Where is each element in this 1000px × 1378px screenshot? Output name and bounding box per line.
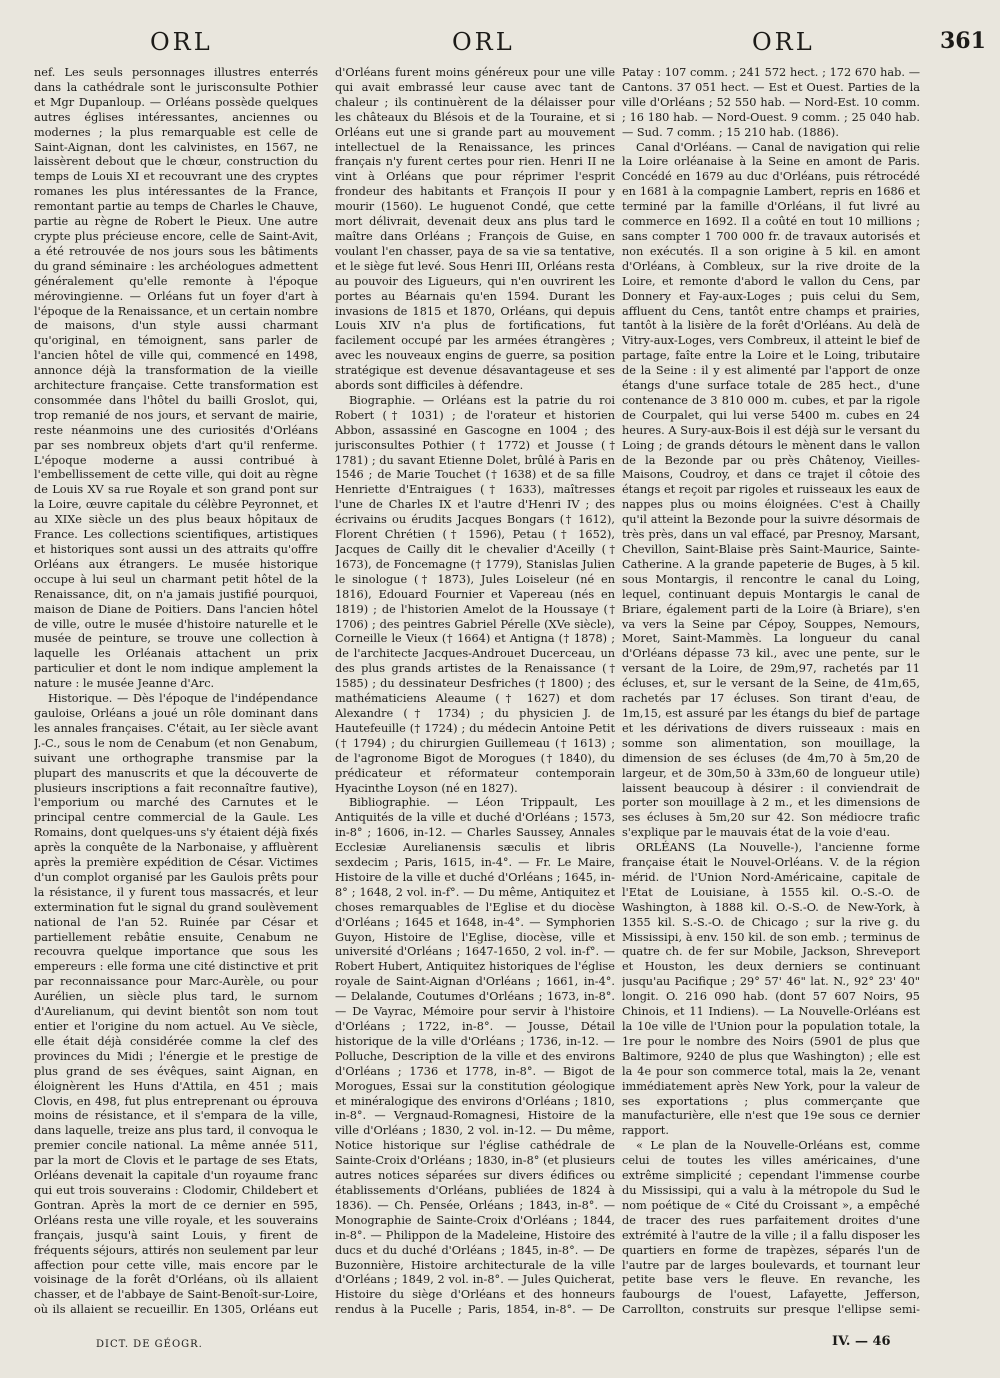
footer-signature: DICT. DE GÉOGR.: [96, 1339, 203, 1350]
paragraph: d'Orléans furent moins généreux pour une ville qui avait embrassé leur cause avec tant de chaleur ; ils continuèrent de la délaisser pour les châteaux du Blésois et de la Touraine, et si Orléans eut une si grande part au mouvement intellectuel de la Renaissance, les princes français n'y furent certes pour rien. Henri II ne vint à Orléans que pour réprimer l'esprit frondeur des habitants et François II pour y mourir (1560). Le huguenot Condé, que cette mort délivrait, devenait deux ans plus tard le maître dans Orléans ; François de Guise, en voulant l'en chasser, paya de sa vie sa tentative, et le siège fut levé. Sous Henri III, Orléans resta au pouvoir des Ligueurs, qui n'en ouvrirent les portes au Béarnais qu'en 1594. Durant les invasions de 1815 et 1870, Orléans, qui depuis Louis XIV n'a plus de fortifications, fut facilement occupé par les armées étrangères ; avec les nouveaux engins de guerre, sa position stratégique est devenue désavantageuse et ses abords sont difficiles à défendre.: [335, 66, 615, 393]
header-word-right: ORL: [752, 28, 815, 56]
paragraph-biographie: Biographie. — Orléans est la patrie du roi Robert († 1031) ; de l'orateur et historien Abbon, assassiné en Gascogne en 1004 ; des jurisconsultes Pothier († 1772) et Jousse († 1781) ; du savant Etienne Dolet, brûlé à Paris en 1546 ; de Marie Touchet († 1638) et de sa fille Henriette d'Entraigues († 1633), maîtresses l'une de Charles IX et l'autre d'Henri IV ; des écrivains ou érudits Jacques Bongars († 1612), Florent Chrétien († 1596), Petau († 1652), Jacques de Cailly dit le chevalier d'Aceilly († 1673), de Foncemagne († 1779), Stanislas Julien le sinologue († 1873), Jules Loiseleur (né en 1816), Edouard Fournier et Vapereau (nés en 1819) ; de l'historien Amelot de la Houssaye († 1706) ; des peintres Gabriel Pérelle (XVe siècle), Corneille le Vieux († 1664) et Antigna († 1878) ; de l'architecte Jacques-Androuet Ducerceau, un des plus grands artistes de la Renaissance († 1585) ; du dessinateur Desfriches († 1800) ; des mathématiciens Aleaume († 1627) et dom Alexandre († 1734) ; du physicien J. de Hautefeuille († 1724) ; du médecin Antoine Petit († 1794) ; du chirurgien Guillemeau († 1613) ; de l'agronome Bigot de Morogues († 1840), du prédicateur et réformateur contemporain Hyacinthe Loyson (né en 1827).: [335, 393, 615, 795]
header-word-center: ORL: [452, 28, 515, 56]
paragraph-plan-ville: « Le plan de la Nouvelle-Orléans est, comme celui de toutes les villes américaines, d'une extrême simplicité ; cependant l'immense courbe du Mississipi, qui a valu à la métropole du Sud le nom poétique de « Cité du Croissant », a empêché de tracer des rues parfaitement droites d'une extrémité à l'autre de la ville ; il a fallu disposer les quartiers en forme de trapèzes, séparés l'un de l'autre par de larges boulevards, et tournant leur petite base vers le fleuve. En revanche, les faubourgs de l'ouest, Lafayette, Jefferson, Carrollton, construits sur presque l'ellipse semi-: [622, 1139, 920, 1316]
column-1: [34, 66, 318, 1316]
column-2: [335, 66, 615, 1316]
paragraph: nef. Les seuls personnages illustres enterrés dans la cathédrale sont le jurisconsulte Pothier et Mgr Dupanloup. — Orléans possède quelques autres églises intéressantes, anciennes ou modernes ; la plus remarquable est celle de Saint-Aignan, dont les calvinistes, en 1567, ne laissèrent debout que le chœur, construction du temps de Louis XI et recouvrant une des cryptes romanes les plus intéressantes de la France, remontant partie au temps de Charles le Chauve, partie au règne de Robert le Pieux. Une autre crypte plus précieuse encore, celle de Saint-Avit, a été retrouvée de nos jours sous les bâtiments du grand séminaire : les archéologues admettent généralement qu'elle remonte à l'époque mérovingienne. — Orléans fut un foyer d'art à l'époque de la Renaissance, et un certain nombre de maisons, d'un style aussi charmant qu'original, en témoignent, sans parler de l'ancien hôtel de ville qui, commencé en 1498, annonce déjà la transformation de la vieille architecture française. Cette transformation est consommée dans l'hôtel du bailli Groslot, qui, trop remanié de nos jours, et servant de mairie, reste néanmoins une des curiosités d'Orléans par ses nombreux objets d'art qu'il renferme. L'époque moderne a aussi contribué à l'embellissement de cette ville, qui doit au règne de Louis XV sa rue Royale et son grand pont sur la Loire, œuvre capitale du célèbre Peyronnet, et au XIXe siècle un des plus beaux hôpitaux de France. Les collections scientifiques, artistiques et historiques sont aussi un des attraits qu'offre Orléans aux étrangers. Le musée historique occupe à lui seul un charmant petit hôtel de la Renaissance, dit, on n'a jamais justifié pourquoi, maison de Diane de Poitiers. Dans l'ancien hôtel de ville, outre le musée d'histoire naturelle et le musée de peinture, se trouve une collection à laquelle les Orléanais attachent un prix particulier et dont le nom indique amplement la nature : le musée Jeanne d'Arc.: [34, 66, 318, 691]
paragraph-canal-orleans: Canal d'Orléans. — Canal de navigation qui relie la Loire orléanaise à la Seine en amont de Paris. Concédé en 1679 au duc d'Orléans, puis rétrocédé en 1681 à la compagnie Lambert, repris en 1686 et terminé par la famille d'Orléans, il fut livré au commerce en 1692. Il a coûté en tout 10 millions ; sans compter 1 700 000 fr. de travaux autorisés et non exécutés. Il a son origine à 5 kil. en amont d'Orléans, à Combleux, sur la rive droite de la Loire, et remonte d'abord le vallon du Cens, par Donnery et Fay-aux-Loges ; puis celui du Sem, affluent du Cens, tantôt entre champs et prairies, tantôt à la lisière de la forêt d'Orléans. Au delà de Vitry-aux-Loges, vers Combreux, il atteint le bief de partage, faîte entre la Loire et le Loing, tributaire de la Seine : il y est alimenté par l'apport de onze étangs d'une surface totale de 285 hect., d'une contenance de 3 810 000 m. cubes, et par la rigole de Courpalet, qui lui verse 5400 m. cubes en 24 heures. A Sury-aux-Bois il est déjà sur le versant du Loing ; de grands détours le mènent dans le vallon de la Bezonde par ou près Châtenoy, Vieilles-Maisons, Coudroy, et dans ce trajet il côtoie des étangs et reçoit par rigoles et ruisseaux les eaux de nappes plus ou moins éloignées. C'est à Chailly qu'il atteint la Bezonde pour la suivre désormais de très près, dans un val effacé, par Presnoy, Marsant, Chevillon, Saint-Blaise près Saint-Maurice, Sainte-Catherine. A la grande papeterie de Buges, à 5 kil. sous Montargis, il rencontre le canal du Loing, lequel, continuant depuis Montargis le canal de Briare, également parti de la Loire (à Briare), s'en va vers la Seine par Cépoy, Souppes, Nemours, Moret, Saint-Mammès. La longueur du canal d'Orléans dépasse 73 kil., avec une pente, sur le versant de la Loire, de 29m,97, rachetés par 11 écluses, et, sur le versant de la Seine, de 41m,65, rachetés par 17 écluses. Son tirant d'eau, de 1m,15, est assuré par les étangs du bief de partage et les dérivations de divers ruisseaux : mais en somme son alimentation, son mouillage, la dimension de ses écluses (de 4m,70 à 5m,20 de largeur, et de 30m,50 à 33m,60 de longueur utile) laissent beaucoup à désirer : il conviendrait de porter son mouillage à 2 m., et les dimensions de ses écluses à 5m,20 sur 42. Son médiocre trafic s'explique par le mauvais état de la voie d'eau.: [622, 140, 920, 840]
paragraph-bibliographie: Bibliographie. — Léon Trippault, Les Antiquités de la ville et duché d'Orléans ; 1573, in-8° ; 1606, in-12. — Charles Saussey, Annales Ecclesiæ Aurelianensis sæculis et libris sexdecim ; Paris, 1615, in-4°. — Fr. Le Maire, Histoire de la ville et duché d'Orléans ; 1645, in-8° ; 1648, 2 vol. in-f°. — Du même, Antiquitez et choses remarquables de l'Eglise et du diocèse d'Orléans ; 1645 et 1648, in-4°. — Symphorien Guyon, Histoire de l'Eglise, diocèse, ville et université d'Orléans ; 1647-1650, 2 vol. in-f°. — Robert Hubert, Antiquitez historiques de l'église royale de Saint-Aignan d'Orléans ; 1661, in-4°. — Delalande, Coutumes d'Orléans ; 1673, in-8°. — De Vayrac, Mémoire pour servir à l'histoire d'Orléans ; 1722, in-8°. — Jousse, Détail historique de la ville d'Orléans ; 1736, in-12. — Polluche, Description de la ville et des environs d'Orléans ; 1736 et 1778, in-8°. — Bigot de Morogues, Essai sur la constitution géologique et minéralogique des environs d'Orléans ; 1810, in-8°. — Vergnaud-Romagnesi, Histoire de la ville d'Orléans ; 1830, 2 vol. in-12. — Du même, Notice historique sur l'église cathédrale de Sainte-Croix d'Orléans ; 1830, in-8° (et plusieurs autres notices séparées sur divers édifices ou établissements d'Orléans, publiées de 1824 à 1836). — Ch. Pensée, Orléans ; 1843, in-8°. — Monographie de Sainte-Croix d'Orléans ; 1844, in-8°. — Philippon de la Madeleine, Histoire des ducs et du duché d'Orléans ; 1845, in-8°. — De Buzonnière, Histoire architecturale de la ville d'Orléans ; 1849, 2 vol. in-8°. — Jules Quicherat, Histoire du siège d'Orléans et des honneurs rendus à la Pucelle ; Paris, 1854, in-8°. — De: [335, 796, 615, 1316]
column-3: [622, 66, 920, 1316]
running-header: [0, 28, 1000, 68]
paragraph-cantons: Patay : 107 comm. ; 241 572 hect. ; 172 670 hab. — Cantons. 37 051 hect. — Est et Ouest. Parties de la ville d'Orléans ; 52 550 hab. — Nord-Est. 10 comm. ; 16 180 hab. — Nord-Ouest. 9 comm. ; 25 040 hab. — Sud. 7 comm. ; 15 210 hab. (1886).: [622, 66, 920, 139]
entry-nouvelle-orleans: ORLÉANS (La Nouvelle-), l'ancienne forme française était le Nouvel-Orléans. V. de la région mérid. de l'Union Nord-Américaine, capitale de l'Etat de Louisiane, à 1555 kil. O.-S.-O. de Washington, à 1888 kil. O.-S.-O. de New-York, à 1355 kil. S.-S.-O. de Chicago ; sur la rive g. du Mississipi, à env. 150 kil. de son emb. ; terminus de quatre ch. de fer sur Mobile, Jackson, Shreveport et Houston, les deux derniers se continuant jusqu'au Pacifique ; 29° 57' 46" lat. N., 92° 23' 40" longit. O. 216 090 hab. (dont 57 607 Noirs, 95 Chinois, et 11 Indiens). — La Nouvelle-Orléans est la 10e ville de l'Union pour la population totale, la 1re pour le nombre des Noirs (5901 de plus que Baltimore, 9240 de plus que Washington) ; elle est la 4e pour son commerce total, mais la 2e, venant immédiatement après New York, pour la valeur de ses exportations ; plus commerçante que manufacturière, elle n'est que 19e sous ce dernier rapport.: [622, 841, 920, 1138]
paragraph-historique: Historique. — Dès l'époque de l'indépendance gauloise, Orléans a joué un rôle dominant dans les annales françaises. C'était, au Ier siècle avant J.-C., sous le nom de Cenabum (et non Genabum, suivant une orthographe transmise par la plupart des manuscrits et que la découverte de plusieurs inscriptions a fait reconnaître fautive), l'emporium ou marché des Carnutes et le principal centre commercial de la Gaule. Les Romains, dont quelques-uns s'y étaient déjà fixés après la conquête de la Narbonaise, y affluèrent après la première expédition de César. Victimes d'un complot organisé par les Gaulois prêts pour la résistance, il y furent tous massacrés, et leur extermination fut le signal du grand soulèvement national de l'an 52. Ruinée par César et partiellement rebâtie ensuite, Cenabum ne recouvra quelque importance que sous les empereurs : elle forma une cité distinctive et prit par reconnaissance pour Marc-Aurèle, ou pour Aurélien, un siècle plus tard, le surnom d'Aurelianum, qui devint bientôt son nom tout entier et l'origine du nom actuel. Au Ve siècle, elle était déjà considérée comme la clef des provinces du Midi ; l'énergie et le prestige de plus grand de ses évêques, saint Aignan, en éloignèrent les Huns d'Attila, en 451 ; mais Clovis, en 498, fut plus entreprenant ou éprouva moins de résistance, et il s'empara de la ville, dans laquelle, treize ans plus tard, il convoqua le premier concile national. La même année 511, par la mort de Clovis et le partage de ses Etats, Orléans devenait la capitale d'un royaume franc qui eut trois souverains : Clodomir, Childebert et Gontran. Après la mort de ce dernier en 595, Orléans resta une ville royale, et les souverains français, jusqu'à saint Louis, y firent de fréquents séjours, attirés non seulement par leur affection pour cette ville, mais encore par le voisinage de la forêt d'Orléans, où ils allaient chasser, et de l'abbaye de Saint-Benoît-sur-Loire, où ils allaient se recueillir. En 1305, Orléans eut: [34, 692, 318, 1316]
header-word-left: ORL: [150, 28, 213, 56]
page-number: 361: [940, 28, 986, 54]
footer-volume-sheet: IV. — 46: [832, 1334, 891, 1349]
